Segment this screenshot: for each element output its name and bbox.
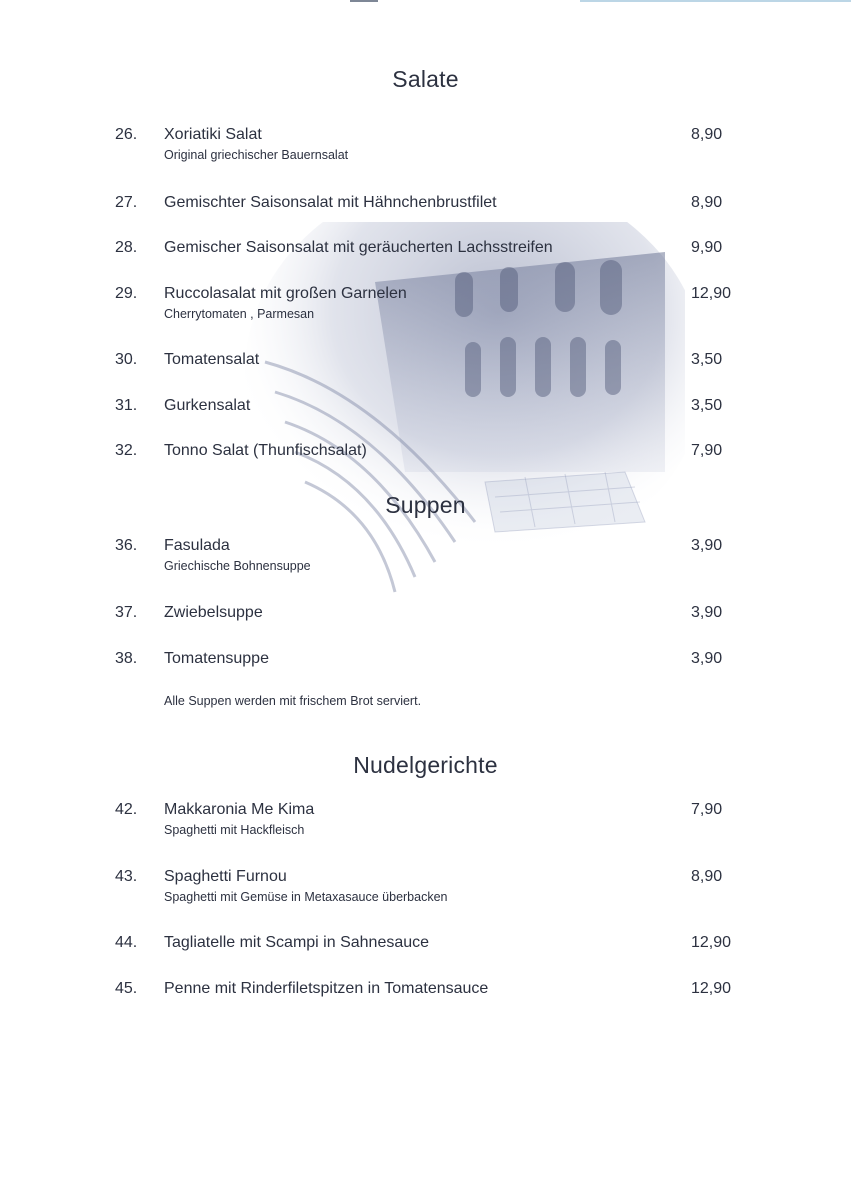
menu-item xyxy=(0,801,851,841)
item-name: Tomatensuppe xyxy=(164,650,269,667)
item-number: 36. xyxy=(115,537,138,554)
menu-item xyxy=(0,604,851,644)
item-description: Spaghetti mit Hackfleisch xyxy=(164,823,305,837)
item-price: 3,50 xyxy=(691,397,723,414)
item-name: Tomatensalat xyxy=(164,351,260,368)
menu-item xyxy=(0,868,851,908)
item-price: 3,90 xyxy=(691,650,723,667)
section-title-suppen: Suppen xyxy=(385,492,466,518)
menu-item xyxy=(0,537,851,577)
item-number: 45. xyxy=(115,980,138,997)
menu-item xyxy=(0,285,851,325)
item-name: Makkaronia Me Kima xyxy=(164,801,315,818)
item-name: Gemischer Saisonsalat mit geräucherten Lachsstreifen xyxy=(164,239,553,256)
item-price: 12,90 xyxy=(691,980,732,997)
item-price: 8,90 xyxy=(691,194,723,211)
item-price: 12,90 xyxy=(691,285,732,302)
item-description: Original griechischer Bauernsalat xyxy=(164,148,349,162)
item-number: 37. xyxy=(115,604,138,621)
menu-item xyxy=(0,239,851,279)
item-number: 28. xyxy=(115,239,138,256)
item-number: 42. xyxy=(115,801,138,818)
item-price: 7,90 xyxy=(691,442,723,459)
item-name: Zwiebelsuppe xyxy=(164,604,263,621)
item-price: 3,50 xyxy=(691,351,723,368)
menu-item xyxy=(0,351,851,391)
item-name: Tagliatelle mit Scampi in Sahnesauce xyxy=(164,934,430,951)
item-price: 12,90 xyxy=(691,934,732,951)
item-price: 3,90 xyxy=(691,537,723,554)
item-number: 27. xyxy=(115,194,138,211)
soup-bread-note: Alle Suppen werden mit frischem Brot serviert. xyxy=(164,694,422,708)
item-name: Fasulada xyxy=(164,537,230,554)
item-price: 8,90 xyxy=(691,868,723,885)
item-number: 30. xyxy=(115,351,138,368)
item-number: 31. xyxy=(115,397,138,414)
section-title-nudelgerichte: Nudelgerichte xyxy=(353,752,498,778)
item-number: 43. xyxy=(115,868,138,885)
menu-item xyxy=(0,980,851,1020)
item-name: Gemischter Saisonsalat mit Hähnchenbrustfilet xyxy=(164,194,497,211)
item-name: Penne mit Rinderfiletspitzen in Tomatensauce xyxy=(164,980,489,997)
item-description: Spaghetti mit Gemüse in Metaxasauce überbacken xyxy=(164,890,448,904)
menu-item xyxy=(0,126,851,166)
item-number: 32. xyxy=(115,442,138,459)
item-price: 7,90 xyxy=(691,801,723,818)
item-price: 9,90 xyxy=(691,239,723,256)
item-number: 44. xyxy=(115,934,138,951)
scan-edge-mark-left xyxy=(350,0,378,2)
item-name: Tonno Salat (Thunfischsalat) xyxy=(164,442,367,459)
menu-item xyxy=(0,934,851,974)
item-price: 3,90 xyxy=(691,604,723,621)
item-number: 29. xyxy=(115,285,138,302)
menu-item xyxy=(0,194,851,234)
item-name: Gurkensalat xyxy=(164,397,251,414)
section-title-salate: Salate xyxy=(392,66,459,92)
item-description: Cherrytomaten , Parmesan xyxy=(164,307,315,321)
item-name: Spaghetti Furnou xyxy=(164,868,287,885)
item-number: 26. xyxy=(115,126,138,143)
item-name: Xoriatiki Salat xyxy=(164,126,262,143)
menu-item xyxy=(0,650,851,690)
item-name: Ruccolasalat mit großen Garnelen xyxy=(164,285,407,302)
item-description: Griechische Bohnensuppe xyxy=(164,559,311,573)
menu-item xyxy=(0,442,851,482)
item-number: 38. xyxy=(115,650,138,667)
scan-edge-mark-right xyxy=(580,0,851,2)
menu-item xyxy=(0,397,851,437)
item-price: 8,90 xyxy=(691,126,723,143)
